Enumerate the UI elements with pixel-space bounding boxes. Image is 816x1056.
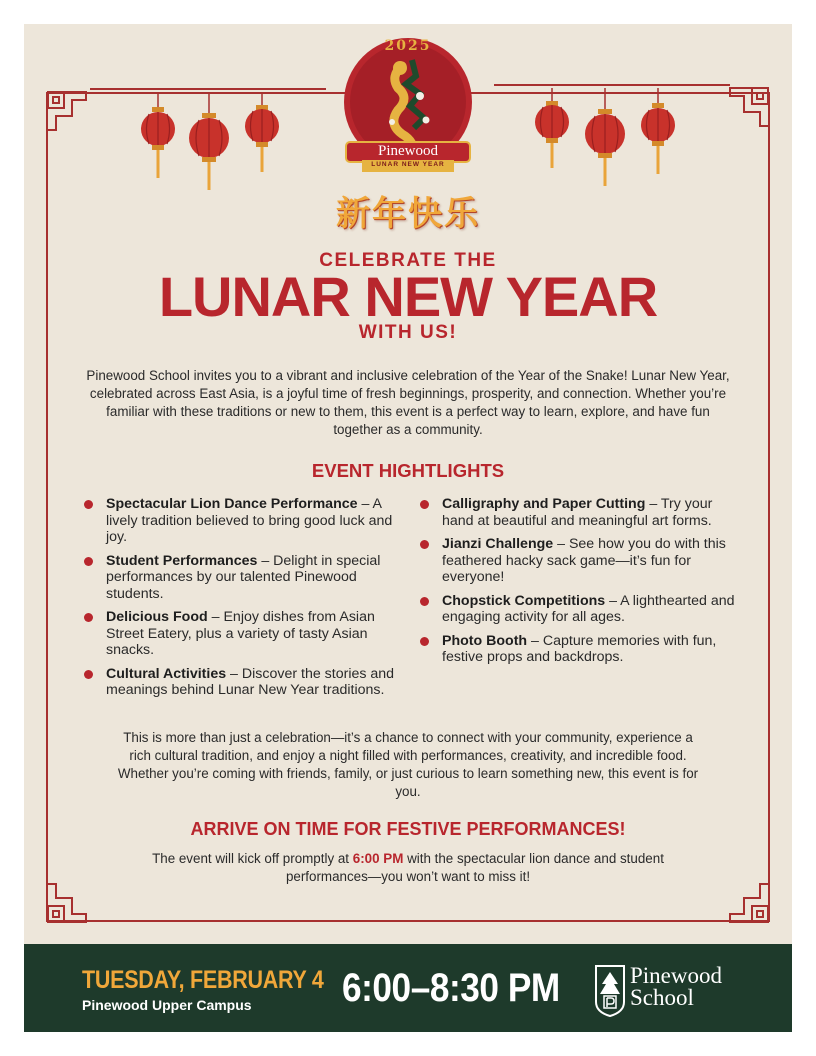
highlight-desc: – Capture memories with fun, festive props and backdrops. [442,632,717,665]
bullet-icon [84,500,93,509]
list-item [82,666,400,699]
footer-school-line2: School [630,985,694,1010]
footer-school-name [630,965,722,1009]
event-location: Pinewood Upper Campus [82,997,252,1013]
headline-main: LUNAR NEW YEAR [158,265,658,328]
footer-school-line1: Pinewood [630,963,722,988]
pinewood-lunar-new-year-logo [340,36,476,176]
event-time: 6:00–8:30 PM [342,966,560,1010]
highlight-name: Chopstick Competitions [442,592,606,609]
highlight-name: Delicious Food [106,609,208,625]
highlight-name: Spectacular Lion Dance Performance [106,496,358,512]
highlights-title: EVENT HIGHTLIGHTS [311,460,505,481]
list-item [418,593,738,626]
highlight-name: Jianzi Challenge [442,536,554,552]
chinese-greeting: 新年快乐 [336,194,480,234]
highlights-list-right [418,496,738,673]
bullet-icon [84,670,93,679]
list-item [418,536,738,586]
bullet-icon [84,613,93,622]
list-item [82,609,400,659]
corner-ornament-top-right [726,86,770,130]
headline-line1: CELEBRATE THE [319,250,497,271]
list-item [82,496,400,546]
logo-subtitle: LUNAR NEW YEAR [371,161,445,168]
lantern-icon [584,88,626,188]
lantern-icon [534,88,570,172]
highlight-desc: – See how you do with this feathered hacky sack game—it’s fun for everyone! [442,536,726,585]
highlight-desc: – Try your hand at beautiful and meaningful art forms. [442,496,713,529]
kickoff-text-before: The event will kick off promptly at [152,851,353,866]
highlight-desc: – A lively tradition believed to bring good luck and joy. [106,496,393,545]
corner-ornament-bottom-right [726,880,770,924]
bullet-icon [84,557,93,566]
kickoff-text-after: with the spectacular lion dance and student performances—you won’t want to miss it! [285,851,664,884]
highlight-desc: – A lighthearted and engaging activity for all ages. [442,592,735,625]
headline-line3: WITH US! [358,322,458,343]
bullet-icon [420,540,429,549]
event-footer-bar [24,944,792,1032]
highlights-list-left [82,496,400,706]
list-item [418,633,738,666]
event-date: TUESDAY, FEBRUARY 4 [82,966,324,994]
list-item [418,496,738,529]
lantern-icon [640,88,676,178]
highlight-name: Photo Booth [442,632,528,649]
lantern-icon [140,92,176,182]
lantern-icon [188,92,230,192]
kickoff-time: 6:00 PM [352,851,404,866]
kickoff-text [150,850,666,886]
highlight-desc: – Discover the stories and meanings behind Lunar New Year traditions. [106,665,395,698]
bullet-icon [420,637,429,646]
closing-paragraph: This is more than just a celebration—it’s a chance to connect with your community, experience a rich cultural tradition, and enjoy a night filled with performances, creativity, and incredible food. Whether you’re coming with friends, family, or just curious to learn something new, this event is for you. [117,730,699,799]
highlight-name: Student Performances [106,552,258,569]
highlight-name: Calligraphy and Paper Cutting [442,496,646,512]
lantern-icon [244,92,280,176]
arrive-on-time-heading: ARRIVE ON TIME FOR FESTIVE PERFORMANCES! [190,819,626,839]
highlight-desc: – Enjoy dishes from Asian Street Eatery, plus a variety of tasty Asian snacks. [106,609,375,658]
highlight-desc: – Delight in special performances by our talented Pinewood students. [106,552,381,602]
bullet-icon [420,500,429,509]
list-item [82,553,400,603]
highlight-name: Cultural Activities [106,665,227,682]
intro-paragraph: Pinewood School invites you to a vibrant and inclusive celebration of the Year of the Snake! Lunar New Year, celebrated across East Asia, is a joyful time of fresh beginnings, prosperity, and connection. Whether you’re familiar with these traditions or new to them, this event is a perfect way to learn, explore, and have fun together as a community. [86,368,730,437]
corner-ornament-top-left [46,90,90,134]
logo-year: 2025 [384,38,432,54]
corner-ornament-bottom-left [46,880,90,924]
bullet-icon [420,597,429,606]
logo-name: Pinewood [378,143,438,159]
